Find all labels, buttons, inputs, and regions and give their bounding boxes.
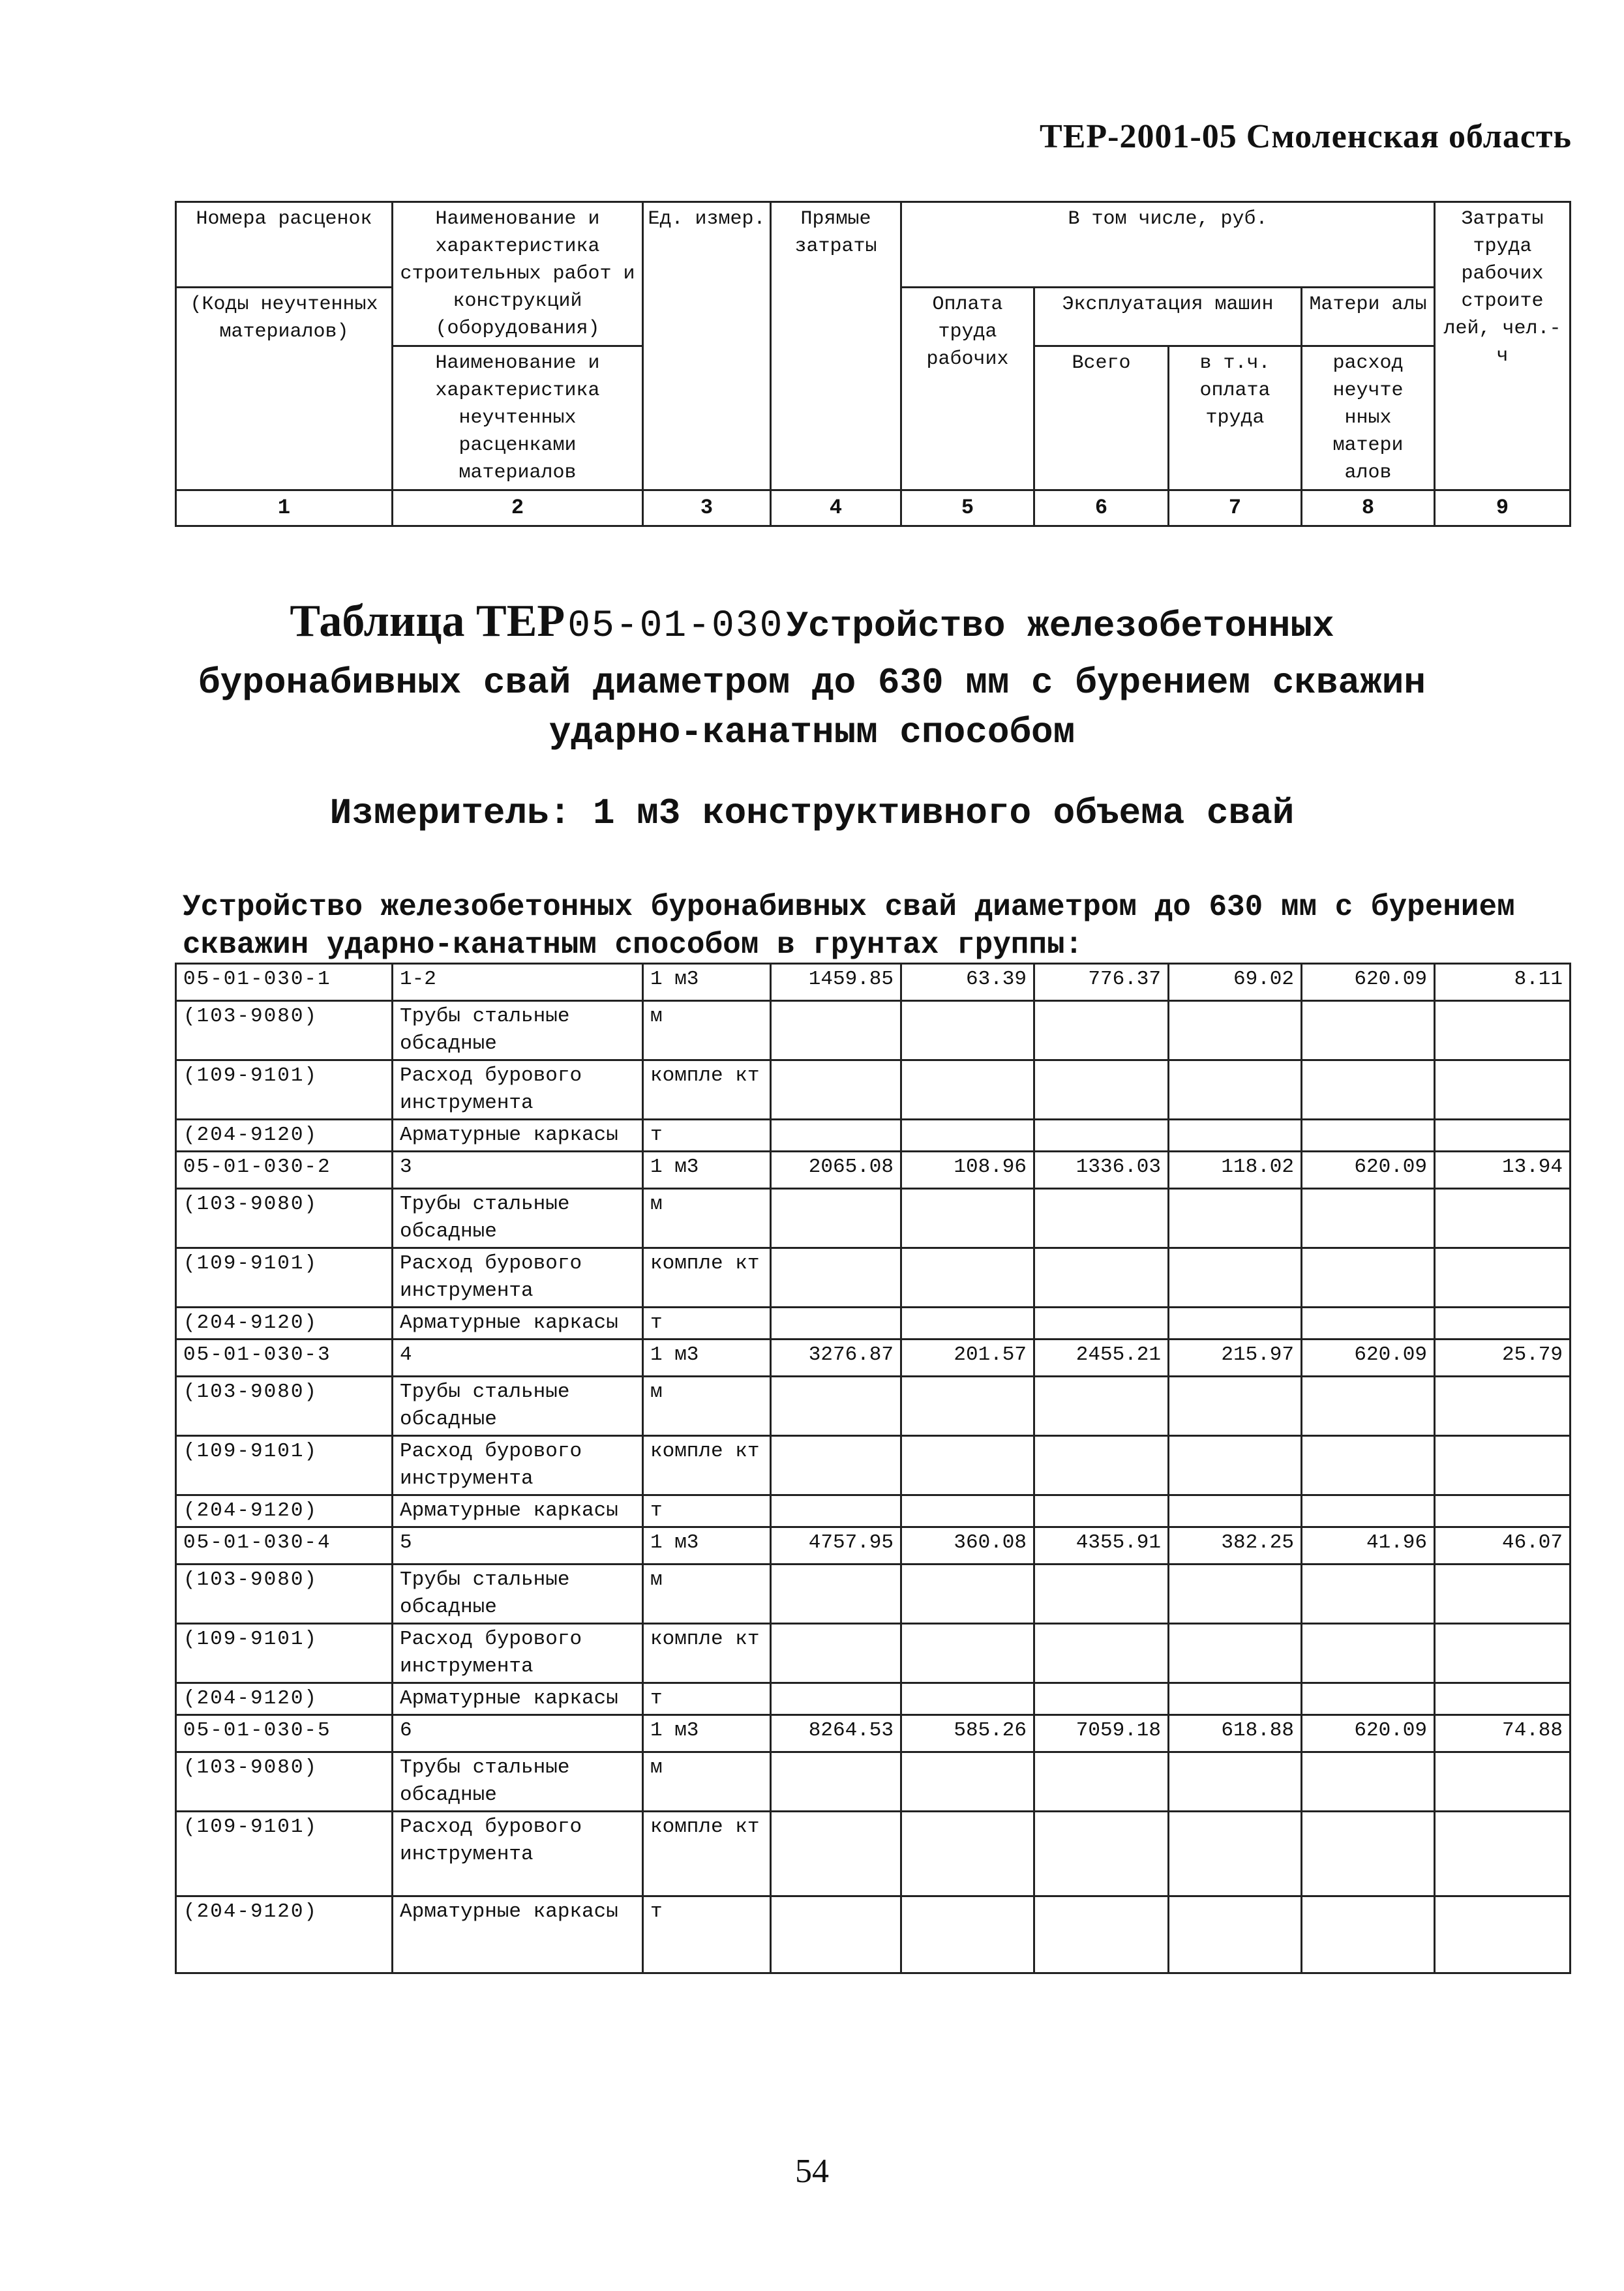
column-header-table xyxy=(175,201,1571,527)
empty-cell xyxy=(771,1752,901,1812)
empty-cell xyxy=(1169,1308,1302,1340)
header-unaccounted-codes: (Коды неучтенных материалов) xyxy=(176,288,393,490)
material-row xyxy=(176,1001,1571,1060)
header-labor-cost: Затраты труда рабочих строите лей, чел.-ч xyxy=(1435,202,1571,490)
empty-cell xyxy=(1034,1624,1169,1683)
empty-cell xyxy=(1169,1683,1302,1715)
labor-pay: 108.96 xyxy=(901,1152,1034,1189)
empty-cell xyxy=(1435,1683,1571,1715)
empty-cell xyxy=(1435,1060,1571,1120)
header-work-name: Наименование и характеристика строительных работ и конструкций (оборудования) xyxy=(393,202,643,346)
col-number: 6 xyxy=(1034,490,1169,526)
machines-labor: 69.02 xyxy=(1169,964,1302,1001)
labor-hours: 25.79 xyxy=(1435,1340,1571,1377)
material-code: (109-9101) xyxy=(176,1436,393,1495)
empty-cell xyxy=(771,1683,901,1715)
material-row xyxy=(176,1436,1571,1495)
col-number: 4 xyxy=(771,490,901,526)
material-name: Трубы стальные обсадные xyxy=(393,1377,643,1436)
empty-cell xyxy=(1169,1752,1302,1812)
empty-cell xyxy=(1169,1896,1302,1973)
measure-unit: Измеритель: 1 м3 конструктивного объема свай xyxy=(329,792,1295,834)
materials-cost: 620.09 xyxy=(1302,964,1435,1001)
material-unit: т xyxy=(643,1683,771,1715)
empty-cell xyxy=(1034,1120,1169,1152)
empty-cell xyxy=(1169,1495,1302,1527)
material-code: (109-9101) xyxy=(176,1060,393,1120)
empty-cell xyxy=(771,1812,901,1896)
empty-cell xyxy=(1034,1683,1169,1715)
material-name: Расход бурового инструмента xyxy=(393,1436,643,1495)
empty-cell xyxy=(1034,1308,1169,1340)
empty-cell xyxy=(1034,1001,1169,1060)
empty-cell xyxy=(1302,1248,1435,1308)
empty-cell xyxy=(1435,1752,1571,1812)
empty-cell xyxy=(901,1495,1034,1527)
soil-group: 1-2 xyxy=(393,964,643,1001)
empty-cell xyxy=(1302,1377,1435,1436)
empty-cell xyxy=(1034,1436,1169,1495)
col-number: 2 xyxy=(393,490,643,526)
material-code: (109-9101) xyxy=(176,1812,393,1896)
material-code: (103-9080) xyxy=(176,1565,393,1624)
material-name: Расход бурового инструмента xyxy=(393,1060,643,1120)
empty-cell xyxy=(1169,1624,1302,1683)
empty-cell xyxy=(901,1377,1034,1436)
empty-cell xyxy=(1302,1812,1435,1896)
material-unit: м xyxy=(643,1189,771,1248)
unit: 1 м3 xyxy=(643,1715,771,1752)
header-rate-numbers: Номера расценок xyxy=(176,202,393,288)
empty-cell xyxy=(1169,1248,1302,1308)
soil-group: 4 xyxy=(393,1340,643,1377)
price-row xyxy=(176,1527,1571,1565)
material-name: Расход бурового инструмента xyxy=(393,1248,643,1308)
running-header: ТЕР-2001-05 Смоленская область xyxy=(1040,118,1572,155)
empty-cell xyxy=(771,1189,901,1248)
material-name: Трубы стальные обсадные xyxy=(393,1001,643,1060)
empty-cell xyxy=(771,1436,901,1495)
direct-costs: 4757.95 xyxy=(771,1527,901,1565)
empty-cell xyxy=(771,1308,901,1340)
unit: 1 м3 xyxy=(643,1527,771,1565)
price-code: 05-01-030-4 xyxy=(176,1527,393,1565)
col-number: 8 xyxy=(1302,490,1435,526)
empty-cell xyxy=(771,1495,901,1527)
material-row xyxy=(176,1248,1571,1308)
empty-cell xyxy=(901,1120,1034,1152)
direct-costs: 2065.08 xyxy=(771,1152,901,1189)
material-row xyxy=(176,1495,1571,1527)
price-row xyxy=(176,964,1571,1001)
empty-cell xyxy=(1435,1624,1571,1683)
material-unit: компле кт xyxy=(643,1060,771,1120)
material-row xyxy=(176,1624,1571,1683)
empty-cell xyxy=(1302,1001,1435,1060)
empty-cell xyxy=(1302,1565,1435,1624)
header-labor-pay: Оплата труда рабочих xyxy=(901,288,1034,490)
empty-cell xyxy=(1435,1308,1571,1340)
empty-cell xyxy=(1169,1120,1302,1152)
machines-total: 2455.21 xyxy=(1034,1340,1169,1377)
material-code: (204-9120) xyxy=(176,1495,393,1527)
material-row xyxy=(176,1752,1571,1812)
col-number: 5 xyxy=(901,490,1034,526)
materials-cost: 620.09 xyxy=(1302,1715,1435,1752)
empty-cell xyxy=(1435,1120,1571,1152)
empty-cell xyxy=(1169,1436,1302,1495)
machines-labor: 618.88 xyxy=(1169,1715,1302,1752)
empty-cell xyxy=(1034,1377,1169,1436)
empty-cell xyxy=(1169,1377,1302,1436)
material-code: (204-9120) xyxy=(176,1896,393,1973)
header-materials-unaccounted: расход неучте нных матери алов xyxy=(1302,346,1435,490)
empty-cell xyxy=(771,1565,901,1624)
price-code: 05-01-030-3 xyxy=(176,1340,393,1377)
empty-cell xyxy=(1034,1565,1169,1624)
empty-cell xyxy=(901,1248,1034,1308)
header-machines-total: Всего xyxy=(1034,346,1169,490)
unit: 1 м3 xyxy=(643,1152,771,1189)
material-name: Трубы стальные обсадные xyxy=(393,1752,643,1812)
empty-cell xyxy=(1435,1565,1571,1624)
empty-cell xyxy=(901,1624,1034,1683)
empty-cell xyxy=(771,1624,901,1683)
empty-cell xyxy=(1302,1495,1435,1527)
empty-cell xyxy=(901,1896,1034,1973)
title-line1: Устройство железобетонных xyxy=(786,605,1334,647)
empty-cell xyxy=(1435,1436,1571,1495)
material-unit: м xyxy=(643,1752,771,1812)
col-number: 9 xyxy=(1435,490,1571,526)
empty-cell xyxy=(1302,1436,1435,1495)
material-row xyxy=(176,1308,1571,1340)
material-row xyxy=(176,1683,1571,1715)
empty-cell xyxy=(1435,1812,1571,1896)
unit: 1 м3 xyxy=(643,1340,771,1377)
empty-cell xyxy=(771,1060,901,1120)
empty-cell xyxy=(1034,1752,1169,1812)
material-unit: компле кт xyxy=(643,1248,771,1308)
empty-cell xyxy=(901,1308,1034,1340)
machines-total: 4355.91 xyxy=(1034,1527,1169,1565)
unit: 1 м3 xyxy=(643,964,771,1001)
direct-costs: 3276.87 xyxy=(771,1340,901,1377)
empty-cell xyxy=(1034,1812,1169,1896)
material-code: (103-9080) xyxy=(176,1189,393,1248)
empty-cell xyxy=(1034,1896,1169,1973)
empty-cell xyxy=(1169,1812,1302,1896)
material-code: (204-9120) xyxy=(176,1683,393,1715)
empty-cell xyxy=(901,1752,1034,1812)
col-number: 7 xyxy=(1169,490,1302,526)
title-line2: буронабивных свай диаметром до 630 мм с бурением скважин xyxy=(198,662,1426,704)
material-unit: т xyxy=(643,1896,771,1973)
empty-cell xyxy=(1169,1060,1302,1120)
material-name: Арматурные каркасы xyxy=(393,1896,643,1973)
empty-cell xyxy=(1435,1896,1571,1973)
empty-cell xyxy=(1302,1308,1435,1340)
col-number: 1 xyxy=(176,490,393,526)
table-title xyxy=(0,597,1624,757)
material-unit: м xyxy=(643,1565,771,1624)
price-code: 05-01-030-2 xyxy=(176,1152,393,1189)
machines-labor: 215.97 xyxy=(1169,1340,1302,1377)
material-row xyxy=(176,1060,1571,1120)
section-caption: Устройство железобетонных буронабивных свай диаметром до 630 мм с бурением скважин ударно-канатным способом в грунтах группы: xyxy=(183,890,1515,962)
empty-cell xyxy=(1302,1683,1435,1715)
empty-cell xyxy=(1034,1495,1169,1527)
material-code: (103-9080) xyxy=(176,1752,393,1812)
empty-cell xyxy=(901,1060,1034,1120)
material-code: (204-9120) xyxy=(176,1120,393,1152)
material-unit: компле кт xyxy=(643,1624,771,1683)
material-unit: компле кт xyxy=(643,1436,771,1495)
materials-cost: 41.96 xyxy=(1302,1527,1435,1565)
empty-cell xyxy=(1034,1060,1169,1120)
header-direct-costs: Прямые затраты xyxy=(771,202,901,490)
material-code: (109-9101) xyxy=(176,1624,393,1683)
empty-cell xyxy=(901,1189,1034,1248)
empty-cell xyxy=(1435,1001,1571,1060)
empty-cell xyxy=(771,1120,901,1152)
empty-cell xyxy=(901,1683,1034,1715)
title-prefix: Таблица ТЕР xyxy=(290,596,565,646)
material-unit: компле кт xyxy=(643,1812,771,1896)
labor-hours: 13.94 xyxy=(1435,1152,1571,1189)
material-unit: т xyxy=(643,1308,771,1340)
machines-labor: 382.25 xyxy=(1169,1527,1302,1565)
material-row xyxy=(176,1565,1571,1624)
empty-cell xyxy=(771,1377,901,1436)
material-row xyxy=(176,1189,1571,1248)
title-code: 05-01-030 xyxy=(567,605,784,648)
soil-group: 6 xyxy=(393,1715,643,1752)
empty-cell xyxy=(901,1812,1034,1896)
header-materials: Матери алы xyxy=(1302,288,1435,346)
machines-labor: 118.02 xyxy=(1169,1152,1302,1189)
empty-cell xyxy=(1169,1001,1302,1060)
empty-cell xyxy=(1034,1189,1169,1248)
price-code: 05-01-030-1 xyxy=(176,964,393,1001)
empty-cell xyxy=(771,1248,901,1308)
soil-group: 3 xyxy=(393,1152,643,1189)
material-name: Трубы стальные обсадные xyxy=(393,1189,643,1248)
empty-cell xyxy=(1169,1189,1302,1248)
material-unit: м xyxy=(643,1377,771,1436)
header-machines: Эксплуатация машин xyxy=(1034,288,1302,346)
materials-cost: 620.09 xyxy=(1302,1340,1435,1377)
material-unit: т xyxy=(643,1120,771,1152)
labor-pay: 360.08 xyxy=(901,1527,1034,1565)
material-name: Трубы стальные обсадные xyxy=(393,1565,643,1624)
empty-cell xyxy=(1302,1896,1435,1973)
direct-costs: 1459.85 xyxy=(771,964,901,1001)
price-row xyxy=(176,1152,1571,1189)
material-code: (109-9101) xyxy=(176,1248,393,1308)
price-row xyxy=(176,1715,1571,1752)
soil-group: 5 xyxy=(393,1527,643,1565)
empty-cell xyxy=(1302,1752,1435,1812)
empty-cell xyxy=(901,1565,1034,1624)
labor-pay: 63.39 xyxy=(901,964,1034,1001)
material-name: Арматурные каркасы xyxy=(393,1683,643,1715)
material-name: Арматурные каркасы xyxy=(393,1308,643,1340)
direct-costs: 8264.53 xyxy=(771,1715,901,1752)
material-code: (204-9120) xyxy=(176,1308,393,1340)
price-code: 05-01-030-5 xyxy=(176,1715,393,1752)
empty-cell xyxy=(1435,1248,1571,1308)
labor-pay: 585.26 xyxy=(901,1715,1034,1752)
empty-cell xyxy=(1435,1377,1571,1436)
machines-total: 7059.18 xyxy=(1034,1715,1169,1752)
material-name: Расход бурового инструмента xyxy=(393,1624,643,1683)
empty-cell xyxy=(1435,1495,1571,1527)
material-row xyxy=(176,1896,1571,1973)
labor-hours: 46.07 xyxy=(1435,1527,1571,1565)
price-row xyxy=(176,1340,1571,1377)
material-code: (103-9080) xyxy=(176,1377,393,1436)
materials-cost: 620.09 xyxy=(1302,1152,1435,1189)
material-row xyxy=(176,1377,1571,1436)
empty-cell xyxy=(1302,1624,1435,1683)
empty-cell xyxy=(771,1001,901,1060)
empty-cell xyxy=(1302,1060,1435,1120)
header-unit: Ед. измер. xyxy=(643,202,771,490)
empty-cell xyxy=(771,1896,901,1973)
material-row xyxy=(176,1812,1571,1896)
empty-cell xyxy=(1302,1120,1435,1152)
material-name: Расход бурового инструмента xyxy=(393,1812,643,1896)
machines-total: 776.37 xyxy=(1034,964,1169,1001)
material-name: Арматурные каркасы xyxy=(393,1120,643,1152)
empty-cell xyxy=(901,1001,1034,1060)
empty-cell xyxy=(1034,1248,1169,1308)
header-unaccounted-name: Наименование и характеристика неучтенных расценками материалов xyxy=(393,346,643,490)
material-name: Арматурные каркасы xyxy=(393,1495,643,1527)
labor-hours: 8.11 xyxy=(1435,964,1571,1001)
title-line3: ударно-канатным способом xyxy=(549,711,1075,753)
machines-total: 1336.03 xyxy=(1034,1152,1169,1189)
material-unit: т xyxy=(643,1495,771,1527)
empty-cell xyxy=(1435,1189,1571,1248)
material-unit: м xyxy=(643,1001,771,1060)
empty-cell xyxy=(1169,1565,1302,1624)
col-number: 3 xyxy=(643,490,771,526)
empty-cell xyxy=(901,1436,1034,1495)
price-table xyxy=(175,963,1571,1974)
header-machines-labor: в т.ч. оплата труда xyxy=(1169,346,1302,490)
labor-hours: 74.88 xyxy=(1435,1715,1571,1752)
material-row xyxy=(176,1120,1571,1152)
page-number: 54 xyxy=(795,2153,829,2190)
labor-pay: 201.57 xyxy=(901,1340,1034,1377)
material-code: (103-9080) xyxy=(176,1001,393,1060)
header-including: В том числе, руб. xyxy=(901,202,1435,288)
empty-cell xyxy=(1302,1189,1435,1248)
